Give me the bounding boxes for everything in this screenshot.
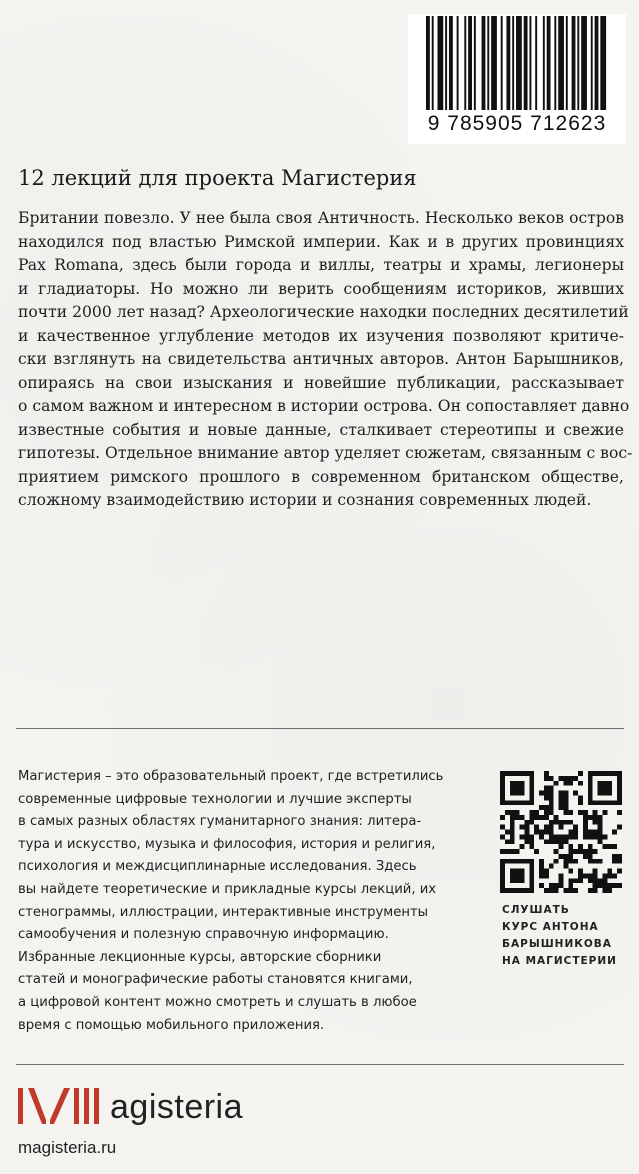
- description-line: психология и междисциплинарные исследования. Здесь: [18, 859, 417, 875]
- book-subtitle: 12 лекций для проекта Магистерия: [18, 166, 417, 190]
- barcode-bars: [426, 16, 608, 110]
- abstract-line: о самом важном и интересном в истории острова. Он сопоставляет давно: [18, 397, 630, 415]
- abstract-line: сложному взаимодействию истории и сознания современных людей.: [18, 491, 592, 509]
- website-link[interactable]: magisteria.ru: [18, 1138, 117, 1157]
- abstract-line: приятием римского прошлого в современном британском обществе,: [18, 467, 624, 486]
- description-line: а цифровой контент можно смотреть и слушать в любое: [18, 994, 417, 1010]
- qr-caption-line: КУРС АНТОНА: [502, 921, 599, 933]
- qr-caption-line: СЛУШАТЬ: [502, 904, 570, 916]
- project-description: [18, 766, 488, 1037]
- abstract-line: почти 2000 лет назад? Археологические находки последних десятилетий: [18, 303, 629, 321]
- qr-caption: [502, 902, 632, 970]
- abstract-line: гипотезы. Отдельное внимание автор уделяет сюжетам, связанным с вос-: [18, 444, 633, 462]
- description-line: тура и искусство, музыка и философия, история и религия,: [18, 836, 436, 852]
- abstract-line: ски взглянуть на свидетельства античных авторов. Антон Барышников,: [18, 350, 624, 368]
- isbn-barcode: [408, 14, 626, 144]
- description-line: вы найдете теоретические и прикладные курсы лекций, их: [18, 881, 437, 897]
- description-line: Избранные лекционные курсы, авторские сборники: [18, 949, 382, 965]
- footer-divider: [16, 1064, 624, 1065]
- description-line: время с помощью мобильного приложения.: [18, 1017, 325, 1033]
- abstract-line: известные события и новые данные, сталкивает стереотипы и свежие: [18, 420, 624, 439]
- abstract-line: Pax Romana, здесь были города и виллы, театры и храмы, легионеры: [18, 256, 624, 274]
- description-line: самообучения и полезную справочную информацию.: [18, 927, 389, 943]
- qr-caption-line: БАРЫШНИКОВА: [502, 938, 612, 950]
- logo-wordmark: agisteria: [110, 1088, 244, 1126]
- description-line: статей и монографические работы становятся книгами,: [18, 972, 413, 988]
- description-line: современные цифровые технологии и лучшие эксперты: [18, 791, 412, 807]
- book-abstract: [18, 207, 633, 513]
- magisteria-monogram-icon: [16, 1086, 108, 1126]
- qr-caption-line: НА МАГИСТЕРИИ: [502, 955, 617, 967]
- description-line: стенограммы, иллюстрации, интерактивные инструменты: [18, 904, 429, 920]
- isbn-number: 9 785905 712623: [427, 112, 607, 135]
- abstract-line: опираясь на свои изыскания и новейшие публикации, рассказывает: [18, 373, 624, 392]
- magisteria-logo: [16, 1080, 316, 1140]
- section-divider: [16, 728, 624, 729]
- abstract-line: и гладиаторы. Но можно ли верить сообщениям историков, живших: [18, 279, 624, 298]
- abstract-line: и качественное углубление методов их изучения позволяют критиче-: [18, 326, 624, 345]
- description-line: Магистерия – это образовательный проект, где встретились: [18, 769, 444, 784]
- qr-code[interactable]: [500, 771, 622, 893]
- abstract-line: Британии повезло. У нее была своя Античность. Несколько веков остров: [18, 209, 624, 227]
- description-line: в самых разных областях гуманитарного знания: литера-: [18, 814, 422, 830]
- abstract-line: находился под властью Римской империи. Как и в других провинциях: [18, 232, 624, 251]
